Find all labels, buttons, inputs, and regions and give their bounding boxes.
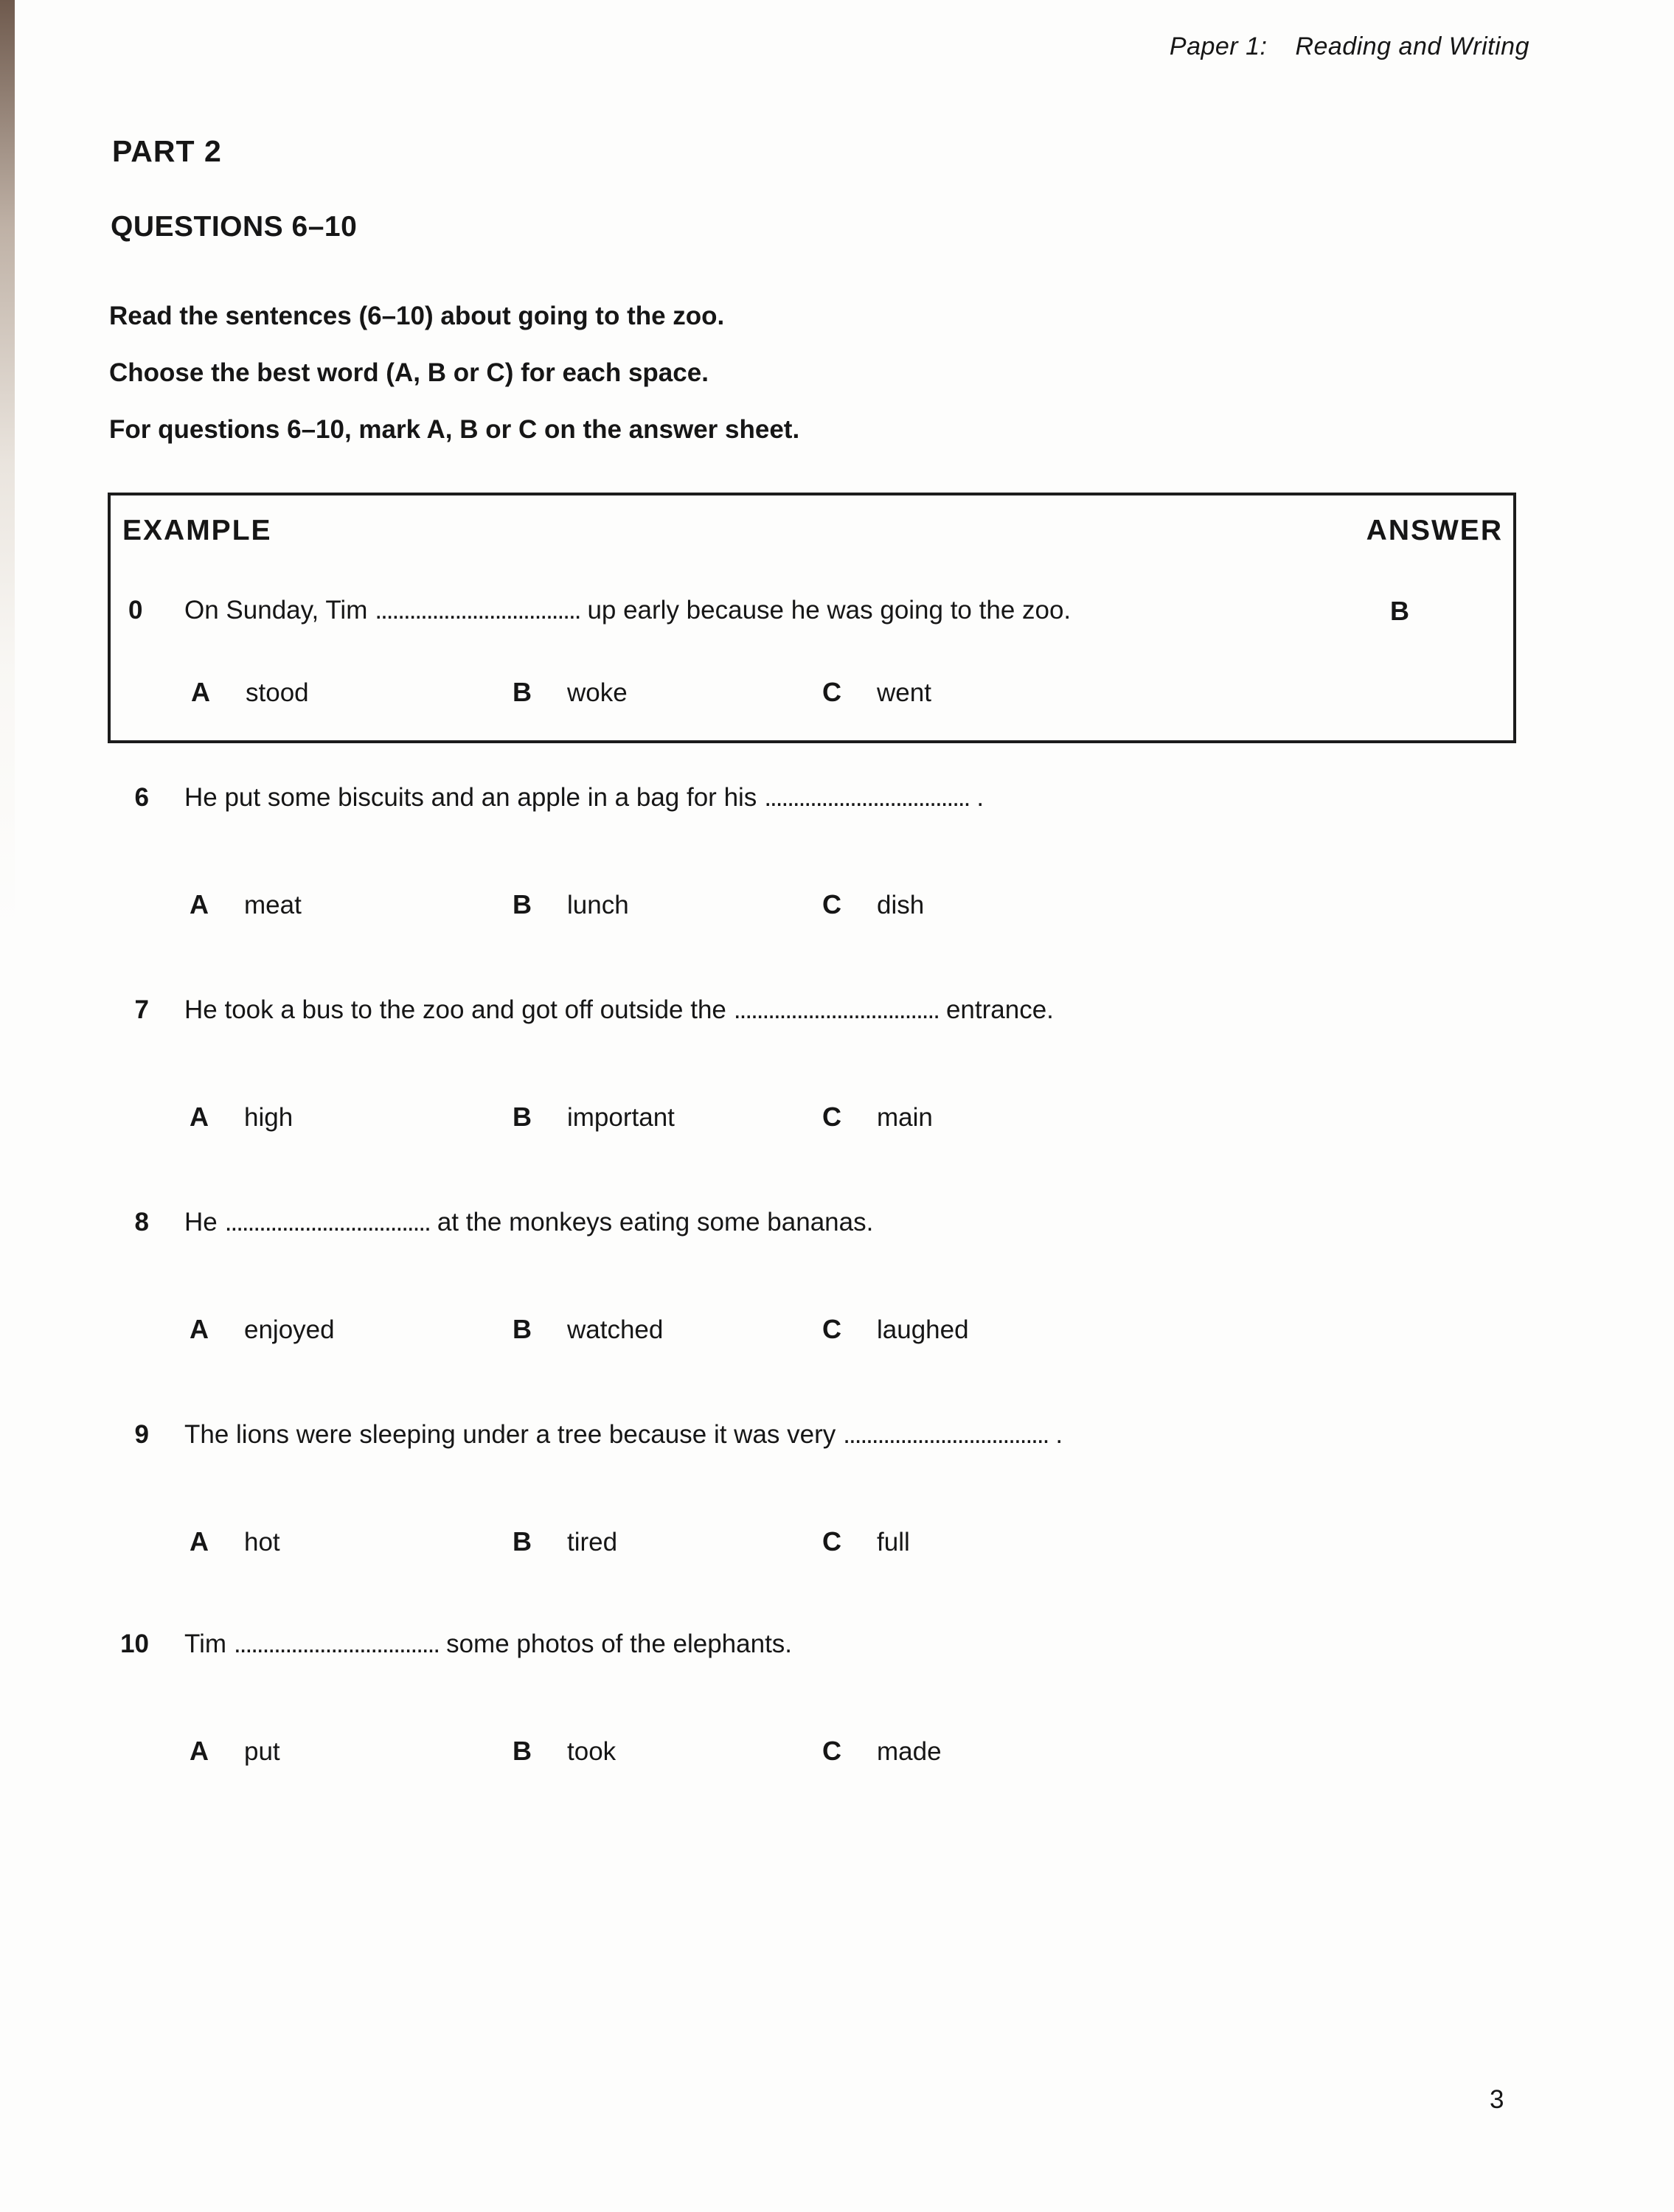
option-letter: B: [513, 1314, 532, 1344]
option-b: [513, 1102, 675, 1133]
question-sentence-post: .: [1055, 1420, 1063, 1449]
question-10: [0, 1630, 1674, 1792]
option-word: made: [877, 1737, 942, 1766]
option-a: [190, 1736, 280, 1767]
question-options: [0, 1314, 1674, 1351]
question-options: [0, 1526, 1674, 1563]
option-word: high: [244, 1103, 294, 1132]
question-sentence: [184, 995, 1054, 1025]
option-a: [190, 889, 302, 920]
option-word: tired: [567, 1528, 618, 1557]
question-sentence-post: entrance.: [945, 995, 1054, 1024]
question-sentence-pre: He put some biscuits and an apple in a bag for his: [184, 783, 757, 812]
question-sentence: [184, 783, 984, 813]
page-number: 3: [1490, 2085, 1504, 2114]
option-letter: C: [822, 677, 841, 707]
question-number: 9: [134, 1420, 149, 1449]
option-word: important: [567, 1103, 675, 1132]
option-c: [822, 1526, 910, 1557]
question-number: 6: [134, 783, 149, 812]
option-letter: A: [190, 1736, 209, 1766]
instruction-line-3: For questions 6–10, mark A, B or C on the answer sheet.: [109, 415, 800, 444]
paper-header-title: Reading and Writing: [1295, 32, 1529, 60]
option-letter: A: [190, 889, 209, 919]
option-b: [513, 1314, 663, 1345]
option-b: [513, 1526, 617, 1557]
option-a: [190, 1526, 280, 1557]
question-sentence-post: some photos of the elephants.: [446, 1630, 793, 1658]
option-word: laughed: [877, 1315, 969, 1344]
question-9: [0, 1420, 1674, 1582]
option-c: [822, 889, 924, 920]
question-sentence-pre: Tim: [184, 1630, 227, 1658]
question-number: 8: [134, 1208, 149, 1237]
option-word: stood: [246, 678, 309, 707]
question-8: [0, 1208, 1674, 1370]
part-title: PART 2: [112, 134, 222, 168]
option-word: lunch: [567, 891, 629, 919]
option-a: [190, 1314, 335, 1345]
option-letter: B: [513, 1102, 532, 1132]
option-word: enjoyed: [244, 1315, 335, 1344]
option-word: main: [877, 1103, 933, 1132]
example-sentence-post: up early because he was going to the zoo.: [587, 596, 1072, 625]
option-letter: C: [822, 889, 841, 919]
answer-title: ANSWER: [1366, 515, 1503, 546]
question-sentence-pre: The lions were sleeping under a tree because it was very: [184, 1420, 836, 1449]
option-word: dish: [877, 891, 925, 919]
instruction-line-2: Choose the best word (A, B or C) for each space.: [109, 358, 709, 387]
option-letter: A: [190, 1526, 209, 1557]
instruction-line-1: Read the sentences (6–10) about going to the zoo.: [109, 302, 725, 330]
question-sentence-post: at the monkeys eating some bananas.: [437, 1208, 874, 1237]
example-sentence: [184, 596, 1071, 625]
question-options: [0, 1102, 1674, 1138]
example-option-c: [822, 677, 931, 708]
example-number: 0: [128, 596, 143, 625]
option-a: [190, 1102, 293, 1133]
option-b: [513, 1736, 616, 1767]
question-sentence-pre: He: [184, 1208, 218, 1237]
option-letter: B: [513, 1736, 532, 1766]
option-word: went: [877, 678, 931, 707]
instructions: [109, 288, 799, 458]
questions-title: QUESTIONS 6–10: [111, 211, 358, 243]
option-word: put: [244, 1737, 280, 1766]
blank-line: ....................................: [234, 1630, 440, 1658]
question-number: 7: [134, 995, 149, 1024]
option-letter: A: [190, 1102, 209, 1132]
paper-header-paper: Paper 1:: [1169, 32, 1268, 60]
example-option-b: [513, 677, 628, 708]
example-row: [111, 596, 1513, 633]
blank-line: ....................................: [843, 1420, 1049, 1449]
question-options: [0, 1736, 1674, 1773]
example-option-a: [191, 677, 309, 708]
example-box: [108, 493, 1516, 743]
option-word: woke: [567, 678, 628, 707]
example-answer: B: [1390, 596, 1409, 626]
question-7: [0, 995, 1674, 1158]
option-word: meat: [244, 891, 302, 919]
example-sentence-pre: On Sunday, Tim: [184, 596, 368, 625]
question-sentence: [184, 1420, 1063, 1450]
paper-header: [1170, 32, 1529, 61]
blank-line: ....................................: [224, 1208, 430, 1237]
option-letter: C: [822, 1314, 841, 1344]
option-word: hot: [244, 1528, 280, 1557]
option-word: took: [567, 1737, 617, 1766]
example-blank-line: ....................................: [375, 596, 580, 625]
option-letter: C: [822, 1736, 841, 1766]
option-letter: A: [190, 1314, 209, 1344]
question-sentence: [184, 1208, 873, 1237]
option-letter: B: [513, 677, 532, 707]
option-word: watched: [567, 1315, 664, 1344]
option-letter: A: [191, 677, 210, 707]
question-options: [0, 889, 1674, 926]
blank-line: ....................................: [733, 995, 939, 1024]
blank-line: ....................................: [764, 783, 970, 812]
option-b: [513, 889, 629, 920]
option-c: [822, 1736, 942, 1767]
option-letter: B: [513, 889, 532, 919]
question-sentence-post: .: [976, 783, 984, 812]
option-letter: C: [822, 1526, 841, 1557]
example-options: [111, 677, 1513, 714]
question-number: 10: [120, 1630, 149, 1658]
option-letter: B: [513, 1526, 532, 1557]
option-letter: C: [822, 1102, 841, 1132]
option-word: full: [877, 1528, 910, 1557]
option-c: [822, 1314, 969, 1345]
question-6: [0, 783, 1674, 945]
option-c: [822, 1102, 933, 1133]
example-title: EXAMPLE: [122, 515, 272, 546]
question-sentence-pre: He took a bus to the zoo and got off outside the: [184, 995, 726, 1024]
question-sentence: [184, 1630, 792, 1659]
